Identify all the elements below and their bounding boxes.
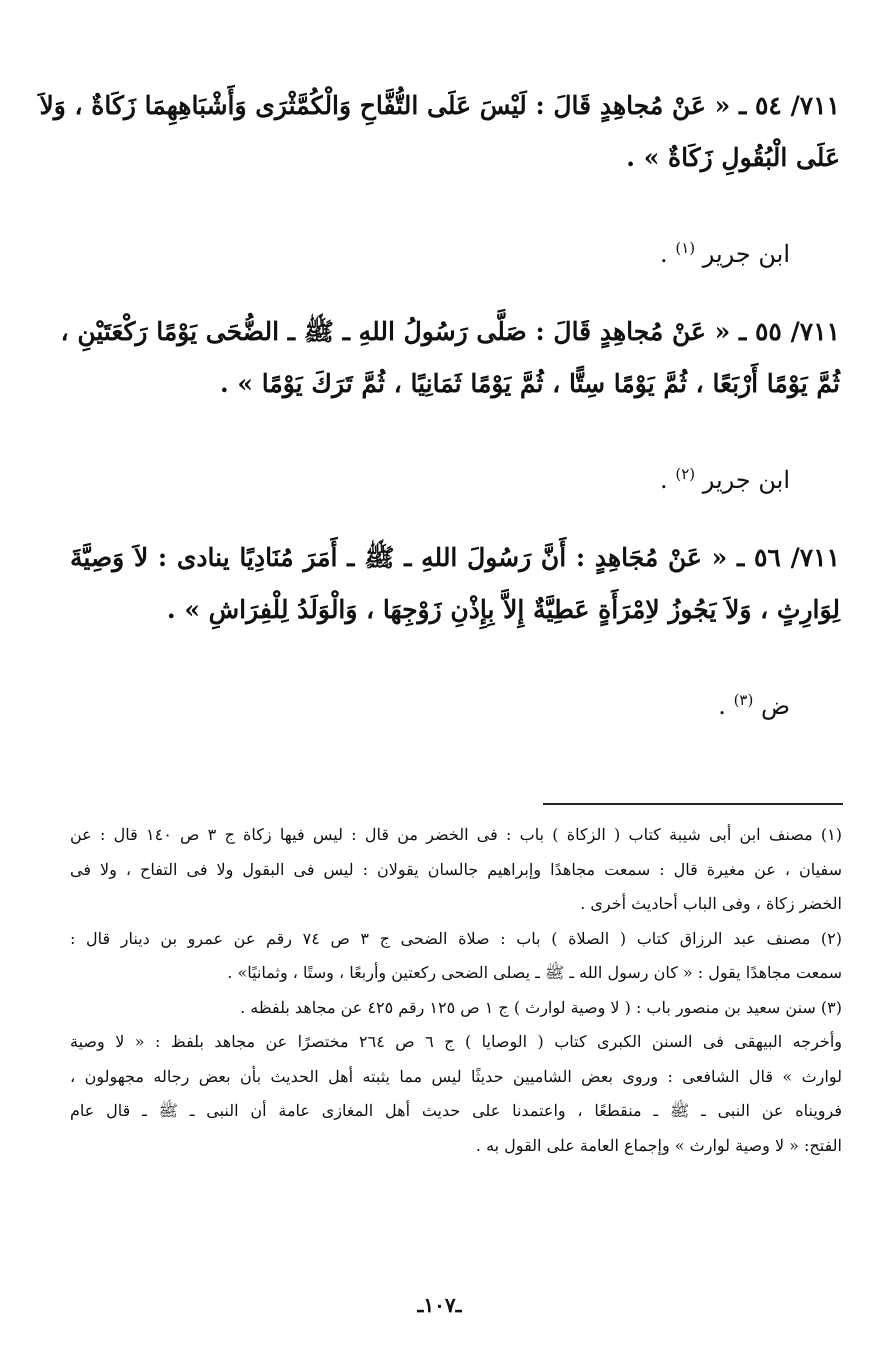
footnote-line: (٣) سنن سعيد بن منصور باب : ( لا وصية لوارث ) ج ١ ص ١٢٥ رقم ٤٢٥ عن مجاهد بلفظه . bbox=[240, 997, 842, 1017]
footnote-separator bbox=[543, 803, 843, 805]
source-name: ض bbox=[760, 692, 790, 720]
footnote-line: فرويناه عن النبى ـ ﷺ ـ منقطعًا ، واعتمدنا على حديث أهل المغازى عامة أن النبى ـ ﷺ ـ قال عام bbox=[70, 1101, 842, 1120]
hadith-55 bbox=[60, 306, 840, 410]
hadith-text-line: عَلَى الْبُقُولِ زَكَاةٌ » . bbox=[626, 143, 840, 172]
footnote-ref: (١) bbox=[675, 239, 696, 257]
footnote-ref: (٣) bbox=[733, 691, 754, 709]
hadith-source bbox=[70, 226, 840, 276]
footnote-line: (١) مصنف ابن أبى شيبة كتاب ( الزكاة ) باب : فى الخضر من قال : ليس فيها زكاة ج ٣ ص ١٤٠ قال : عن bbox=[70, 825, 842, 844]
footnote-line: الفتح: « لا وصية لوارث » وإجماع العامة على القول به . bbox=[475, 1135, 842, 1155]
source-name: ابن جرير bbox=[702, 240, 790, 268]
hadith-text-line: ثُمَّ يَوْمًا أَرْبَعًا ، ثُمَّ يَوْمًا سِتًّا ، ثُمَّ يَوْمًا ثَمَانِيًا ، ثُمَّ تَرَكَ يَوْمًا » . bbox=[220, 369, 840, 398]
footnote-line: لوارث » قال الشافعى : وروى بعض الشاميين حديثًا ليس مما يثبته أهل الحديث بأن بعض رجاله مجهولون ، bbox=[70, 1066, 842, 1086]
hadith-text-line: ٧١١/ ٥٦ ـ « عَنْ مُجَاهِدٍ : أَنَّ رَسُولَ اللهِ ـ ﷺ ـ أَمَرَ مُنَادِيًا ينادى : لاَ وَصِيَّةَ bbox=[70, 543, 840, 572]
footnote-line: (٢) مصنف عبد الرزاق كتاب ( الصلاة ) باب : صلاة الضحى ج ٣ ص ٧٤ رقم عن عمرو بن دينار قال : bbox=[70, 928, 842, 948]
period: . bbox=[660, 466, 668, 494]
hadith-source bbox=[70, 678, 840, 728]
footnotes bbox=[70, 818, 842, 1163]
footnote-line: الخضر زكاة ، وفى الباب أحاديث أخرى . bbox=[580, 894, 842, 913]
hadith-text-line: لِوَارِثٍ ، وَلاَ يَجُوزُ لاِمْرَأَةٍ عَطِيَّةٌ إِلاَّ بِإِذْنِ زَوْجِهَا ، وَالْوَلَدُ لِلْفِرَاشِ » . bbox=[166, 595, 840, 624]
hadith-54 bbox=[39, 80, 840, 184]
source-name: ابن جرير bbox=[702, 466, 790, 494]
hadith-source bbox=[70, 452, 840, 502]
period: . bbox=[660, 240, 668, 268]
footnote-line: سفيان ، عن مغيرة قال : سمعت مجاهدًا وإبراهيم جالسان يقولان : ليس فى البقول ولا فى التفاح ، ولا فى bbox=[70, 859, 842, 879]
footnote-line: وأخرجه البيهقى فى السنن الكبرى كتاب ( الوصايا ) ج ٦ ص ٢٦٤ مختصرًا عن مجاهد بلفظ : « لا وصية bbox=[70, 1032, 842, 1051]
page-number: ـ١٠٧ـ bbox=[417, 1293, 462, 1317]
hadith-56 bbox=[70, 532, 840, 636]
period: . bbox=[718, 692, 726, 720]
hadith-text-line: ٧١١/ ٥٤ ـ « عَنْ مُجاهِدٍ قَالَ : لَيْسَ عَلَى التُّفَّاحِ وَالْكُمَّثْرَى وَأَشْبَاهِهِمَا زَكَاةٌ ، وَلاَ bbox=[39, 91, 840, 120]
footnote-ref: (٢) bbox=[675, 465, 696, 483]
footnote-line: سمعت مجاهدًا يقول : « كان رسول الله ـ ﷺ ـ يصلى الضحى ركعتين وأربعًا ، وستًا ، وثمانيًا» . bbox=[227, 963, 842, 982]
main-text bbox=[39, 80, 840, 758]
hadith-text-line: ٧١١/ ٥٥ ـ « عَنْ مُجاهِدٍ قَالَ : صَلَّى رَسُولُ اللهِ ـ ﷺ ـ الضُّحَى يَوْمًا رَكْعَتَيْنِ ، bbox=[60, 317, 840, 346]
